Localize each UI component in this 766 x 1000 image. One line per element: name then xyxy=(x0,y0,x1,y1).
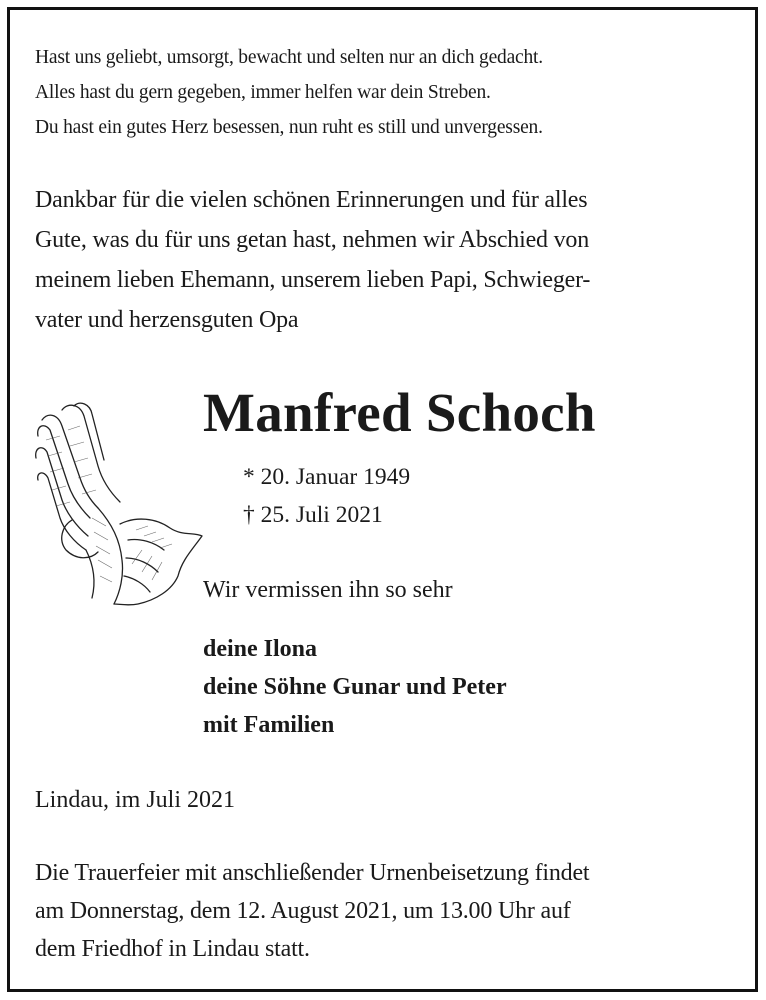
intro-line: Gute, was du für uns getan hast, nehmen wir Abschied von xyxy=(35,227,590,253)
poem-line: Hast uns geliebt, umsorgt, bewacht und selten nur an dich gedacht. xyxy=(35,47,543,68)
signer: deine Söhne Gunar und Peter xyxy=(203,674,507,700)
funeral-line: dem Friedhof in Lindau statt. xyxy=(35,936,310,962)
intro-line: vater und herzensguten Opa xyxy=(35,307,299,333)
funeral-info xyxy=(35,854,737,968)
intro-text xyxy=(35,180,737,340)
signer: deine Ilona xyxy=(203,636,318,662)
signer: mit Familien xyxy=(203,712,335,738)
life-dates xyxy=(243,458,410,534)
intro-line: Dankbar für die vielen schönen Erinnerungen und für alles xyxy=(35,187,588,213)
death-date: † 25. Juli 2021 xyxy=(243,502,383,528)
praying-hands-icon xyxy=(32,400,204,608)
poem xyxy=(35,40,755,145)
poem-line: Alles hast du gern gegeben, immer helfen war dein Streben. xyxy=(35,82,491,103)
place-date: Lindau, im Juli 2021 xyxy=(35,787,235,813)
poem-line: Du hast ein gutes Herz besessen, nun ruht es still und unvergessen. xyxy=(35,117,543,138)
funeral-line: Die Trauerfeier mit anschließender Urnenbeisetzung findet xyxy=(35,860,590,886)
deceased-name: Manfred Schoch xyxy=(203,382,596,443)
obituary-notice xyxy=(7,7,758,992)
signers xyxy=(203,630,507,744)
funeral-line: am Donnerstag, dem 12. August 2021, um 13.00 Uhr auf xyxy=(35,898,571,924)
intro-line: meinem lieben Ehemann, unserem lieben Papi, Schwieger- xyxy=(35,267,591,293)
miss-line: Wir vermissen ihn so sehr xyxy=(203,577,453,603)
birth-date: * 20. Januar 1949 xyxy=(243,464,411,490)
